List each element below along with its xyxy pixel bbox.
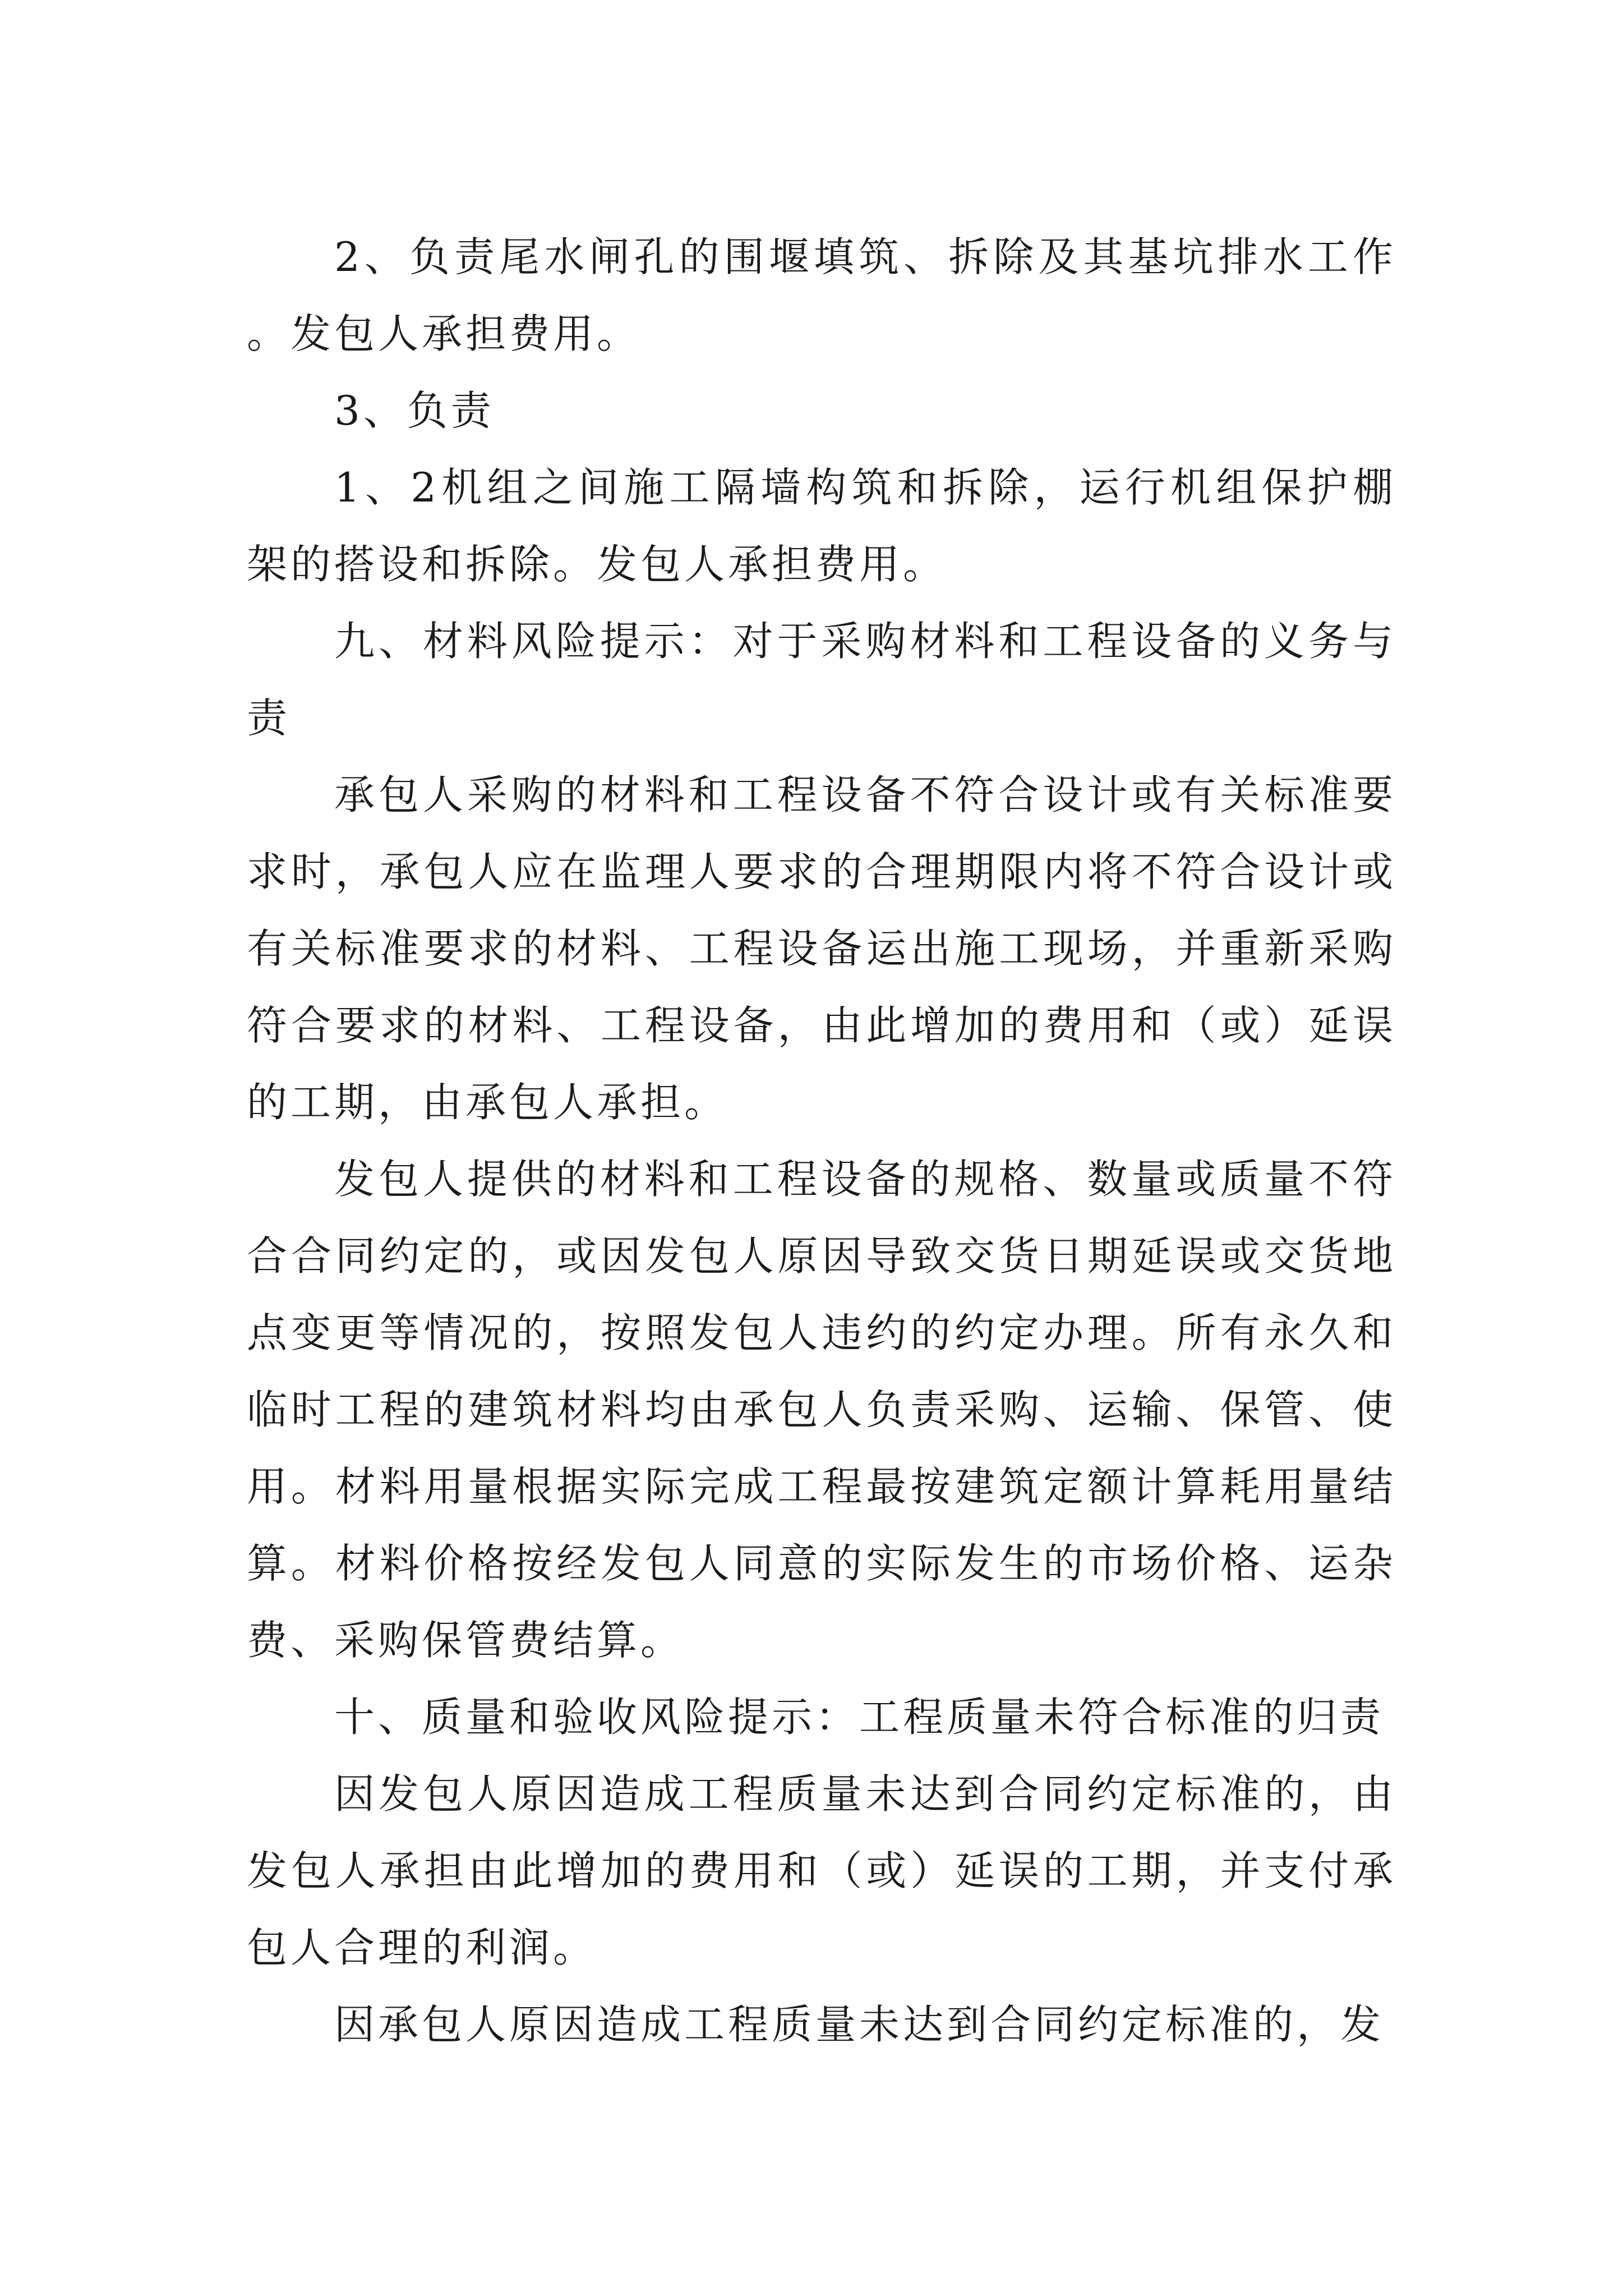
paragraph-contractor-materials: 承包人采购的材料和工程设备不符合设计或有关标准要求时，承包人应在监理人要求的合理期限内将不符合设计或有关标准要求的材料、工程设备运出施工现场，并重新采购符合要求的材料、工程设备，由此增加的费用和（或）延误的工期，由承包人承担。 xyxy=(247,771,1396,1126)
heading-quality-risk: 十、质量和验收风险提示：工程质量未符合标准的归责 xyxy=(334,1694,1385,1741)
paragraph-employer-quality: 因发包人原因造成工程质量未达到合同约定标准的，由发包人承担由此增加的费用和（或）延误的工期，并支付承包人合理的利润。 xyxy=(247,1770,1396,1971)
paragraph-contractor-quality: 因承包人原因造成工程质量未达到合同约定标准的，发 xyxy=(334,2001,1385,2048)
paragraph-item-3: 3、负责 xyxy=(334,387,495,434)
paragraph-partition-wall: 1、2机组之间施工隔墙构筑和拆除，运行机组保护棚架的搭设和拆除。发包人承担费用。 xyxy=(247,464,1396,588)
heading-material-risk: 九、材料风险提示：对于采购材料和工程设备的义务与责 xyxy=(247,618,1396,742)
paragraph-employer-materials: 发包人提供的材料和工程设备的规格、数量或质量不符合合同约定的，或因发包人原因导致交货日期延误或交货地点变更等情况的，按照发包人违约的约定办理。所有永久和临时工程的建筑材料均由承包人负责采购、运输、保管、使用。材料用量根据实际完成工程最按建筑定额计算耗用量结算。材料价格按经发包人同意的实际发生的市场价格、运杂费、采购保管费结算。 xyxy=(247,1156,1396,1664)
document-body xyxy=(247,219,1396,2063)
paragraph-tailrace-cofferdam: 2、负责尾水闸孔的围堰填筑、拆除及其基坑排水工作。发包人承担费用。 xyxy=(247,233,1396,357)
